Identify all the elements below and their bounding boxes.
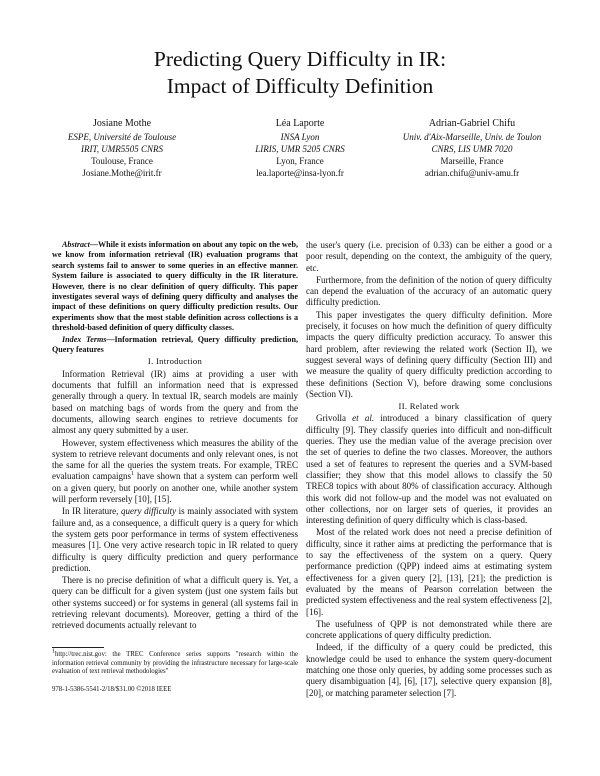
author-affiliation: Univ. d'Aix-Marseille, Univ. de Toulon — [402, 132, 542, 142]
footnote-number: 1 — [52, 648, 55, 655]
copyright-line: 978-1-5386-5541-2/18/$31.00 ©2018 IEEE — [52, 686, 172, 693]
paragraph-text: is mainly associated with system failure and, as a consequence, a difficult query is a query for which the system gets poor performance in terms of system effectiveness measures [1]. One very active research topic in IR related to query difficulty is query difficulty prediction and query performance prediction. — [52, 506, 299, 573]
author-city: Lyon, France — [276, 156, 324, 166]
footnote-text: http://trec.nist.gov: the TREC Conference series supports "research within the information retrieval community by providing the infrastructure necessary for large-scale evaluation of text retrieval methodologies" — [52, 651, 298, 676]
footnote-rule — [52, 647, 104, 648]
author-email: adrian.chifu@univ-amu.fr — [424, 168, 520, 178]
paragraph-text: introduced a binary classification of query difficulty [9]. They classify queries into difficult and non-difficult queries. They use the median value of the average precision over the set of queries to define the two classes. Moreover, the authors used a set of features to represent the queries and a SVM-based classifier; they show that this model allows to classify the 50 TREC8 topics with about 80% of classification accuracy. Although this work did not follow-up and the model was not evaluated on other collections, nor on larger sets of queries, it provides an interesting definition of query difficulty which is class-based. — [306, 413, 552, 526]
paragraph-text: have shown that a system can perform well on a given query, but poorly on another one, while another system will perform reversely [10], [15]. — [52, 471, 298, 505]
paragraph — [52, 506, 298, 574]
author-block-3 — [382, 117, 562, 179]
left-column — [52, 240, 298, 633]
author-block-1 — [52, 117, 192, 179]
section-heading-related-work: II. Related work — [398, 401, 460, 412]
author-city: Toulouse, France — [91, 156, 153, 166]
section-heading-introduction: I. Introduction — [147, 356, 203, 367]
emphasis-text: query difficulty — [121, 506, 177, 517]
paragraph: The usefulness of QPP is not demonstrated while there are concrete applications of query difficulty prediction. — [306, 618, 552, 641]
abstract-label: Abstract — [62, 240, 90, 249]
author-block-2 — [230, 117, 370, 179]
index-terms-label: Index Terms — [62, 334, 107, 344]
footnote-marker: 1 — [130, 471, 134, 478]
author-affiliation: LIRIS, UMR 5205 CNRS — [255, 144, 345, 154]
paragraph-text: However, system effectiveness which measures the ability of the system to retrieve relevant documents and only relevant ones, is not the same for all the queries the system treats. For example, TREC evaluation campaigns — [52, 437, 298, 482]
title-line-1: Predicting Query Difficulty in IR: — [153, 47, 447, 71]
paragraph: Indeed, if the difficulty of a query could be predicted, this knowledge could be used to enhance the system query-document matching one those only queries, by adding some processes such as query disambiguation [4], [6], [17], selective query expansion [8], [20], or matching parameter selection [7]. — [306, 642, 552, 698]
paragraph: There is no precise definition of what a difficult query is. Yet, a query can be difficult for a given system (just one system fails but other systems succeed) or for systems in general (all systems fail in retrieving relevant documents). Moreover, getting a third of the retrieved documents actually relevant to — [52, 575, 298, 631]
title-line-2: Impact of Difficulty Definition — [166, 74, 434, 98]
emphasis-text: et al. — [352, 413, 375, 424]
author-city: Marseille, France — [440, 156, 504, 166]
paragraph-text: Grivolla — [316, 413, 353, 424]
footnote — [52, 648, 298, 677]
paragraph — [306, 413, 552, 526]
author-affiliation: INSA Lyon — [280, 132, 320, 142]
author-email: Josiane.Mothe@irit.fr — [82, 168, 162, 178]
paragraph: Most of the related work does not need a precise definition of difficulty, since it rather aims at predicting the performance that is to say the effectiveness of the system on a query. Query performance prediction (QPP) indeed aims at estimating system effectiveness for a given query [2], [13], [21]; the prediction is evaluated by the means of Pearson correlation between the predicted system effectiveness and the real system effectiveness [2], [16]. — [306, 527, 552, 617]
author-affiliation: IRIT, UMR5505 CNRS — [80, 144, 164, 154]
paragraph: This paper investigates the query difficulty definition. More precisely, it focuses on how much the definition of query difficulty impacts the query difficulty prediction accuracy. To answer this hard problem, after reviewing the related work (Section II), we suggest several ways of defining query difficulty (Section III) and we measure the quality of query difficulty prediction according to these definitions (Section V), before drawing some conclusions (Section VI). — [306, 309, 552, 399]
paragraph-text: In IR literature, — [62, 506, 121, 517]
author-email: lea.laporte@insa-lyon.fr — [256, 168, 344, 178]
author-name: Josiane Mothe — [92, 118, 152, 129]
author-name: Adrian-Gabriel Chifu — [428, 118, 516, 129]
author-affiliation: CNRS, LIS UMR 7020 — [431, 144, 513, 154]
index-terms — [52, 335, 298, 356]
index-terms-text: —Information retrieval, Query difficulty prediction, Query features — [52, 334, 298, 355]
paper-title — [40, 46, 560, 100]
paragraph: Furthermore, from the definition of the notion of query difficulty can depend the evaluation of the accuracy of an automatic query difficulty prediction. — [306, 274, 552, 308]
author-affiliation: ESPE, Université de Toulouse — [67, 132, 177, 142]
paragraph — [52, 438, 298, 506]
abstract — [52, 240, 298, 334]
paragraph: Information Retrieval (IR) aims at providing a user with documents that fulfill an information need that is expressed generally through a query. In textual IR, search models are mainly based on matching bags of words from the query and from the documents, allowing search engines to retrieve documents for almost any query submitted by a user. — [52, 368, 298, 436]
right-column — [306, 240, 552, 700]
paragraph: the user's query (i.e. precision of 0.33) can be either a good or a poor result, depending on the context, the ambiguity of the query, etc. — [306, 240, 552, 273]
author-name: Léa Laporte — [275, 118, 325, 129]
abstract-text: —While it exists information on about any topic on the web, we know from information retrieval (IR) evaluation programs that search systems fail to answer to some queries in an effective manner. System failure is associated to query difficulty in the IR literature. However, there is no clear definition of query difficulty. This paper investigates several ways of defining query difficulty and analyses the impact of these definitions on query difficulty prediction results. Our experiments show that the most stable definition across collections is a threshold-based definition of query difficulty classes. — [52, 240, 298, 333]
